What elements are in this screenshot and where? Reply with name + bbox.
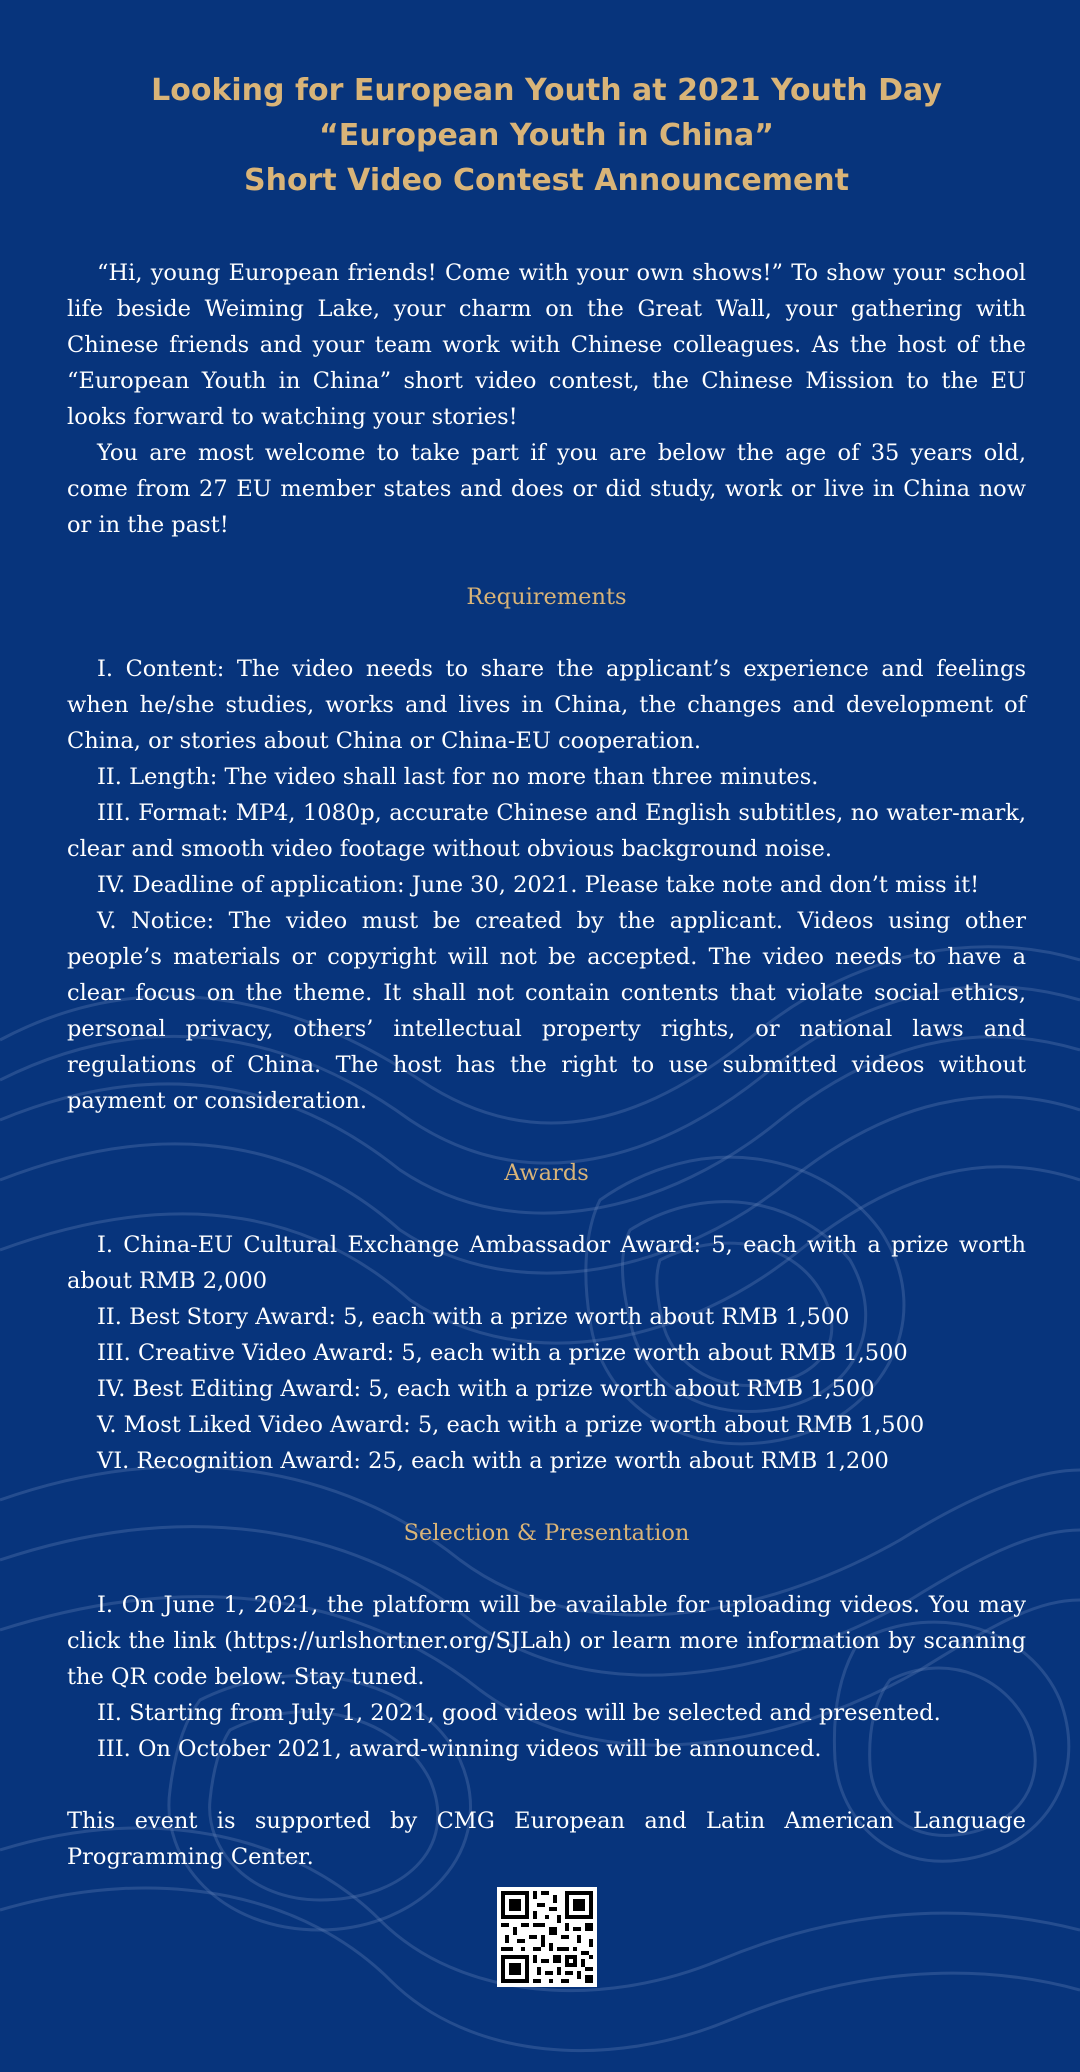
intro-paragraph-2: You are most welcome to take part if you are below the age of 35 years old, come from 27 EU member states and does or did study, work or live in China now or in the past! [67, 440, 1026, 538]
selection-item: I. On June 1, 2021, the platform will be available for uploading videos. You may click the link (https://urlshortner.org/SJLah) or learn more information by scanning the QR code below. Stay tuned. [67, 1592, 1026, 1690]
award-item: III. Creative Video Award: 5, each with a prize worth about RMB 1,500 [97, 1340, 908, 1366]
requirements-heading: Requirements [466, 584, 627, 610]
selection-item: II. Starting from July 1, 2021, good videos will be selected and presented. [97, 1700, 941, 1726]
title-line-1: Looking for European Youth at 2021 Youth Day [151, 73, 942, 108]
award-item: IV. Best Editing Award: 5, each with a prize worth about RMB 1,500 [97, 1376, 875, 1402]
requirement-item: I. Content: The video needs to share the applicant’s experience and feelings when he/she studies, works and lives in China, the changes and development of China, or stories about China or China-EU cooperation. [67, 656, 1026, 754]
selection-heading: Selection & Presentation [403, 1520, 690, 1546]
support-statement: This event is supported by CMG European and Latin American Language Programming Center. [67, 1808, 1026, 1870]
page-title [67, 68, 1026, 203]
award-item: V. Most Liked Video Award: 5, each with a prize worth about RMB 1,500 [97, 1412, 925, 1438]
award-item: II. Best Story Award: 5, each with a prize worth about RMB 1,500 [97, 1304, 850, 1330]
qr-code-icon[interactable] [497, 1887, 597, 1987]
selection-item: III. On October 2021, award-winning videos will be announced. [97, 1736, 822, 1762]
awards-heading: Awards [504, 1160, 589, 1186]
requirement-item: II. Length: The video shall last for no more than three minutes. [97, 764, 819, 790]
award-item: I. China-EU Cultural Exchange Ambassador Award: 5, each with a prize worth about RMB 2,000 [67, 1232, 1026, 1294]
requirement-item: V. Notice: The video must be created by the applicant. Videos using other people’s materials or copyright will not be accepted. The video needs to have a clear focus on the theme. It shall not contain contents that violate social ethics, personal privacy, others’ intellectual property rights, or national laws and regulations of China. The host has the right to use submitted videos without payment or consideration. [67, 908, 1026, 1114]
award-item: VI. Recognition Award: 25, each with a prize worth about RMB 1,200 [97, 1448, 889, 1474]
requirement-item: IV. Deadline of application: June 30, 2021. Please take note and don’t miss it! [97, 872, 980, 898]
intro-paragraph-1: “Hi, young European friends! Come with your own shows!” To show your school life beside Weiming Lake, your charm on the Great Wall, your gathering with Chinese friends and your team work with Chinese colleagues. As the host of the “European Youth in China” short video contest, the Chinese Mission to the EU looks forward to watching your stories! [67, 260, 1026, 430]
title-line-2: “European Youth in China” [319, 118, 774, 153]
requirement-item: III. Format: MP4, 1080p, accurate Chinese and English subtitles, no water-mark, clear and smooth video footage without obvious background noise. [67, 800, 1026, 862]
title-line-3: Short Video Contest Announcement [243, 163, 849, 198]
